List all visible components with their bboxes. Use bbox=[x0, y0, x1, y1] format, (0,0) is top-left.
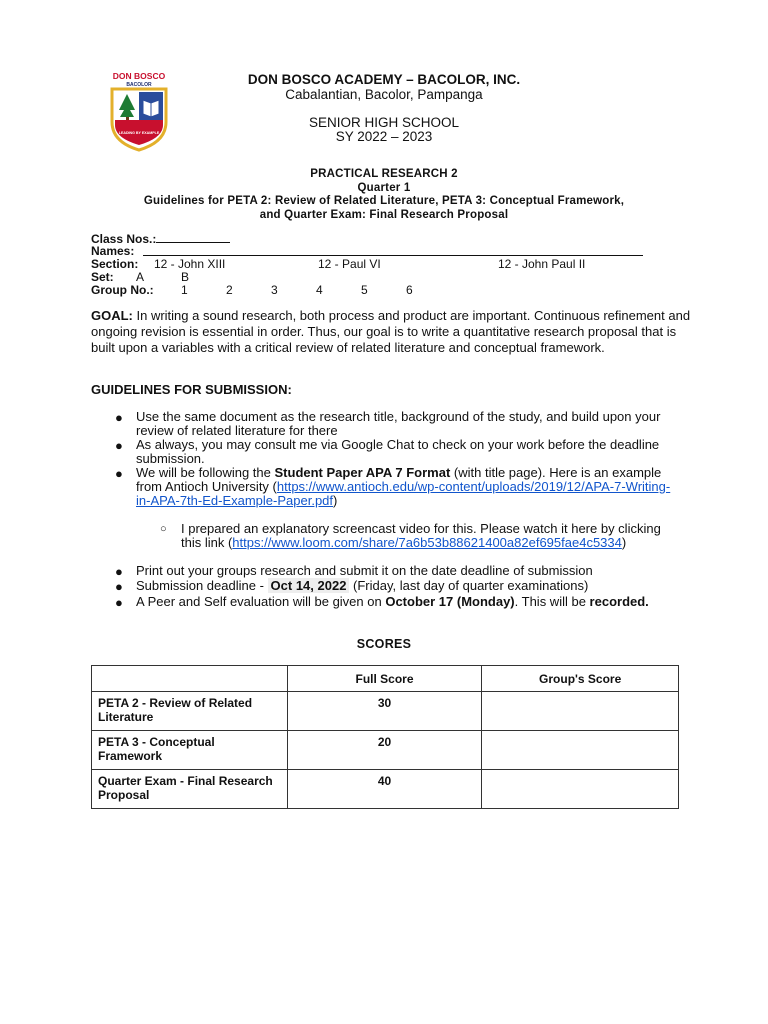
group-label: Group No.: bbox=[91, 283, 154, 297]
guideline-item-2: As always, you may consult me via Google Chat to check on your work before the deadline submission. bbox=[136, 437, 660, 466]
full-score: 20 bbox=[287, 731, 482, 770]
guideline-item-6 bbox=[136, 595, 684, 609]
group-option-5: 5 bbox=[361, 283, 368, 297]
submission-heading: GUIDELINES FOR SUBMISSION: bbox=[91, 382, 292, 397]
guideline-subitem-close: ) bbox=[621, 535, 627, 550]
sub-bullet-icon: ○ bbox=[160, 523, 167, 535]
scores-title: SCORES bbox=[356, 637, 412, 651]
group-option-6: 6 bbox=[406, 283, 413, 297]
guideline-item-1: Use the same document as the research title, background of the study, and build upon your review of related literature for there bbox=[136, 409, 661, 438]
table-row bbox=[92, 692, 679, 731]
school-year: SY 2022 – 2023 bbox=[335, 129, 433, 144]
quarter-label: Quarter 1 bbox=[357, 182, 411, 194]
section-option-2: 12 - Paul VI bbox=[318, 257, 381, 271]
bullet-icon: ● bbox=[115, 564, 123, 579]
bullet-icon: ● bbox=[115, 579, 123, 594]
names-blank bbox=[143, 245, 643, 256]
deadline-date: Oct 14, 2022 bbox=[268, 578, 350, 593]
set-option-a: A bbox=[136, 270, 145, 284]
names-label: Names: bbox=[91, 244, 135, 258]
table-header-row bbox=[92, 666, 679, 692]
group-option-2: 2 bbox=[226, 283, 233, 297]
full-score: 30 bbox=[287, 692, 482, 731]
guideline-item-3-text: We will be following the bbox=[136, 465, 275, 480]
table-row bbox=[92, 731, 679, 770]
class-nos-blank bbox=[156, 232, 230, 243]
evaluation-text: A Peer and Self evaluation will be given on bbox=[136, 594, 386, 609]
guideline-subitem bbox=[181, 522, 681, 550]
apa-example-link[interactable]: https://www.antioch.edu/wp-content/uploads/2019/12/APA-7-Writing-in-APA-7th-Ed-Example-Paper.pdf bbox=[136, 479, 671, 508]
guidelines-title-line2: and Quarter Exam: Final Research Proposal bbox=[259, 209, 509, 221]
table-header-cell bbox=[92, 666, 288, 692]
set-label: Set: bbox=[91, 270, 114, 284]
group-option-1: 1 bbox=[181, 283, 188, 297]
group-option-4: 4 bbox=[316, 283, 323, 297]
deadline-note: (Friday, last day of quarter examinations) bbox=[349, 578, 589, 593]
guideline-item-3-text-2: (with title page). Here is an example from Antioch University ( bbox=[136, 465, 662, 494]
bullet-icon: ● bbox=[115, 466, 123, 481]
evaluation-date: October 17 (Monday) bbox=[385, 594, 515, 609]
school-address: Cabalantian, Bacolor, Pampanga bbox=[285, 87, 483, 102]
deadline-label: Submission deadline - bbox=[136, 578, 268, 593]
section-option-1: 12 - John XIII bbox=[154, 257, 226, 271]
score-item: PETA 3 - Conceptual Framework bbox=[92, 731, 288, 770]
guideline-item-5 bbox=[136, 579, 684, 593]
school-name: DON BOSCO ACADEMY – BACOLOR, INC. bbox=[247, 72, 521, 87]
section-label: Section: bbox=[91, 257, 139, 271]
table-header-group-score: Group's Score bbox=[482, 666, 679, 692]
evaluation-text-2: . This will be bbox=[514, 594, 590, 609]
department: SENIOR HIGH SCHOOL bbox=[308, 115, 460, 130]
group-option-3: 3 bbox=[271, 283, 278, 297]
guideline-item-4: Print out your groups research and submit it on the date deadline of submission bbox=[136, 563, 593, 578]
guideline-subitem-text: I prepared an explanatory screencast video for this. Please watch it here by clicking this link ( bbox=[181, 521, 661, 550]
logo-motto: LEADING BY EXAMPLE bbox=[118, 131, 160, 135]
bullet-icon: ● bbox=[115, 410, 123, 425]
scores-table bbox=[91, 665, 679, 809]
score-item: PETA 2 - Review of Related Literature bbox=[92, 692, 288, 731]
guideline-item-3 bbox=[136, 466, 684, 508]
evaluation-recorded: recorded. bbox=[589, 594, 649, 609]
guidelines-title-line1: Guidelines for PETA 2: Review of Related Literature, PETA 3: Conceptual Framework, bbox=[143, 195, 625, 207]
score-item: Quarter Exam - Final Research Proposal bbox=[92, 770, 288, 809]
table-row bbox=[92, 770, 679, 809]
section-option-3: 12 - John Paul II bbox=[498, 257, 586, 271]
group-row bbox=[91, 284, 154, 297]
course-title: PRACTICAL RESEARCH 2 bbox=[310, 168, 458, 180]
set-option-b: B bbox=[181, 270, 190, 284]
logo-top-text: DON BOSCO bbox=[112, 71, 166, 81]
goal-text: In writing a sound research, both process and product are important. Continuous refinement and ongoing revision is essential in order. Thus, our goal is to write a quantitative research proposal that is built upon a variables with a critical review of related literature and conceptual framework. bbox=[91, 308, 691, 355]
bullet-icon: ● bbox=[115, 595, 123, 610]
guideline-item-3-close: ) bbox=[333, 493, 338, 508]
goal-paragraph bbox=[91, 308, 691, 356]
logo-sub-text: BACOLOR bbox=[126, 82, 152, 88]
table-header-full-score: Full Score bbox=[287, 666, 482, 692]
group-score bbox=[482, 692, 679, 731]
screencast-link[interactable]: https://www.loom.com/share/7a6b53b88621400a82ef695fae4c5334 bbox=[232, 535, 622, 550]
bullet-icon: ● bbox=[115, 438, 123, 453]
class-nos-label: Class Nos.: bbox=[91, 232, 157, 246]
full-score: 40 bbox=[287, 770, 482, 809]
apa-format-label: Student Paper APA 7 Format bbox=[274, 465, 451, 480]
goal-label: GOAL: bbox=[91, 308, 133, 323]
group-score bbox=[482, 731, 679, 770]
group-score bbox=[482, 770, 679, 809]
